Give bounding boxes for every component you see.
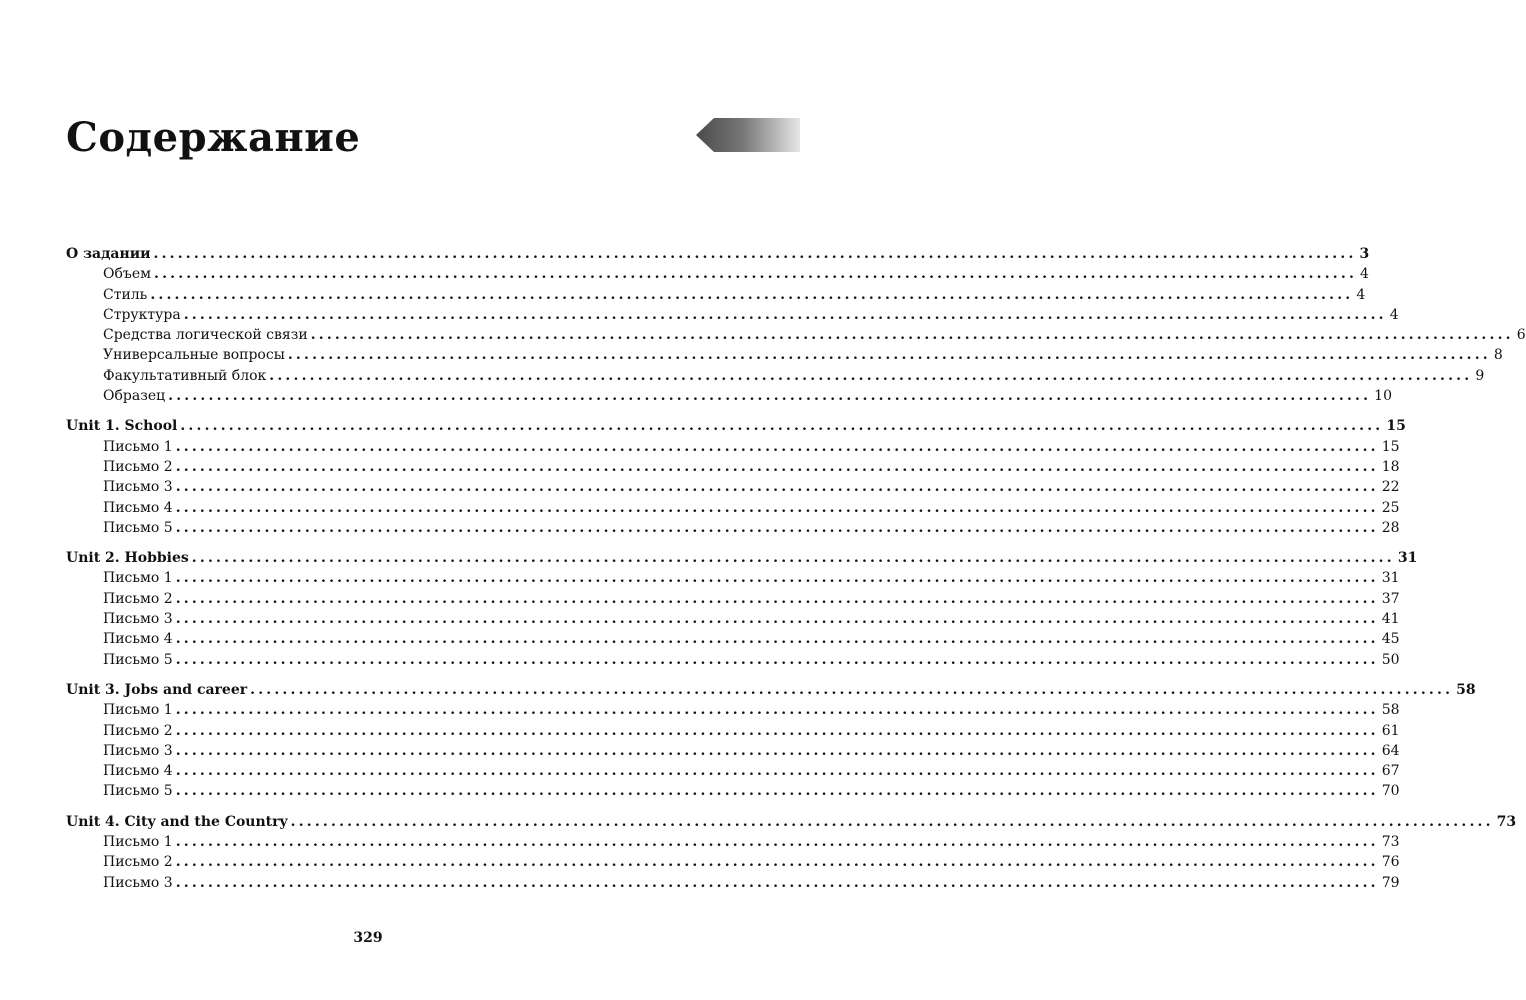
toc-page-number: 73 (1496, 813, 1517, 830)
toc-item[interactable] (66, 741, 1400, 761)
toc-page-number: 4 (1360, 266, 1369, 283)
toc-entry-label: Стиль (103, 286, 148, 303)
toc-page-number: 76 (1381, 854, 1400, 871)
toc-item[interactable] (66, 498, 1400, 518)
toc-page-number: 3 (1359, 246, 1370, 262)
toc-entry-label: О задании (66, 246, 151, 262)
toc-entry-label: Письмо 4 (103, 763, 173, 780)
toc-page-number: 25 (1381, 499, 1400, 516)
toc-item[interactable] (66, 761, 1400, 781)
toc-heading[interactable] (66, 416, 1406, 436)
toc-entry-label: Письмо 2 (103, 458, 173, 475)
toc-entry-label: Письмо 5 (103, 783, 173, 800)
toc-page-number: 79 (1381, 874, 1400, 891)
toc-dot-leader: ..................................................................................................................................................... (290, 813, 1494, 830)
toc-section (66, 548, 1418, 670)
toc-entry-label: Универсальные вопросы (103, 347, 285, 364)
toc-item[interactable] (66, 325, 1526, 345)
table-of-contents (66, 244, 1526, 903)
toc-page-number: 31 (1397, 550, 1418, 567)
toc-dot-leader: ..................................................................................................................................................... (150, 286, 1354, 303)
toc-entry-label: Письмо 2 (103, 722, 173, 739)
toc-dot-leader: ..................................................................................................................................................... (269, 367, 1473, 384)
toc-page-number: 4 (1389, 306, 1399, 323)
toc-item[interactable] (66, 589, 1400, 609)
toc-dot-leader: ..................................................................................................................................................... (183, 306, 1387, 323)
toc-item[interactable] (66, 650, 1400, 670)
toc-dot-leader: ..................................................................................................................................................... (154, 266, 1358, 283)
toc-heading[interactable] (66, 244, 1370, 264)
toc-item[interactable] (66, 264, 1369, 284)
toc-dot-leader: ..................................................................................................................................................... (191, 550, 1395, 567)
toc-dot-leader: ..................................................................................................................................................... (175, 631, 1379, 648)
toc-page-number: 73 (1381, 834, 1400, 851)
toc-page-number: 15 (1386, 418, 1406, 435)
toc-section (66, 812, 1517, 893)
toc-item[interactable] (66, 609, 1400, 629)
section-tab-marker (696, 118, 800, 152)
toc-entry-label: Письмо 1 (103, 834, 173, 851)
toc-dot-leader: ..................................................................................................................................................... (175, 783, 1379, 800)
toc-item[interactable] (66, 781, 1400, 801)
toc-page-number: 8 (1493, 347, 1503, 364)
toc-dot-leader: ..................................................................................................................................................... (175, 570, 1379, 587)
toc-page-number: 4 (1356, 286, 1366, 303)
toc-item[interactable] (66, 437, 1400, 457)
toc-entry-label: Письмо 1 (103, 438, 173, 455)
toc-item[interactable] (66, 386, 1392, 406)
toc-dot-leader: ..................................................................................................................................................... (153, 246, 1357, 262)
toc-entry-label: Unit 1. School (66, 418, 178, 435)
toc-item[interactable] (66, 852, 1400, 872)
toc-page-number: 45 (1381, 631, 1400, 648)
toc-section (66, 416, 1406, 538)
toc-page-number: 58 (1381, 702, 1400, 719)
toc-page-number: 6 (1516, 327, 1526, 344)
toc-dot-leader: ..................................................................................................................................................... (175, 874, 1379, 891)
toc-page-number: 58 (1456, 681, 1476, 698)
toc-item[interactable] (66, 629, 1400, 649)
toc-heading[interactable] (66, 548, 1418, 568)
toc-dot-leader: ..................................................................................................................................................... (175, 519, 1379, 536)
toc-item[interactable] (66, 457, 1400, 477)
toc-item[interactable] (66, 477, 1400, 497)
toc-item[interactable] (66, 832, 1400, 852)
toc-page-number: 31 (1381, 570, 1400, 587)
toc-dot-leader: ..................................................................................................................................................... (287, 347, 1491, 364)
toc-dot-leader: ..................................................................................................................................................... (175, 722, 1379, 739)
toc-dot-leader: ..................................................................................................................................................... (168, 388, 1372, 405)
toc-page-number: 15 (1381, 438, 1400, 455)
toc-item[interactable] (66, 305, 1399, 325)
toc-entry-label: Письмо 3 (103, 742, 173, 759)
toc-section (66, 680, 1476, 802)
toc-dot-leader: ..................................................................................................................................................... (175, 479, 1379, 496)
toc-item[interactable] (66, 873, 1400, 893)
toc-entry-label: Письмо 2 (103, 854, 173, 871)
toc-dot-leader: ..................................................................................................................................................... (175, 499, 1379, 516)
toc-section (66, 244, 1526, 406)
toc-dot-leader: ..................................................................................................................................................... (175, 651, 1379, 668)
toc-page-number: 18 (1381, 458, 1400, 475)
toc-page-number: 50 (1381, 651, 1400, 668)
toc-entry-label: Письмо 3 (103, 611, 173, 628)
toc-dot-leader: ..................................................................................................................................................... (175, 590, 1379, 607)
toc-dot-leader: ..................................................................................................................................................... (175, 458, 1379, 475)
toc-page-number: 67 (1381, 763, 1400, 780)
toc-dot-leader: ..................................................................................................................................................... (250, 681, 1454, 698)
toc-entry-label: Факультативный блок (103, 367, 267, 384)
toc-dot-leader: ..................................................................................................................................................... (310, 327, 1514, 344)
toc-item[interactable] (66, 721, 1400, 741)
toc-entry-label: Unit 4. City and the Country (66, 813, 288, 830)
toc-dot-leader: ..................................................................................................................................................... (175, 742, 1379, 759)
toc-entry-label: Unit 3. Jobs and career (66, 681, 248, 698)
toc-entry-label: Письмо 4 (103, 499, 173, 516)
toc-page-number: 9 (1475, 367, 1485, 384)
toc-dot-leader: ..................................................................................................................................................... (175, 763, 1379, 780)
toc-page-number: 61 (1381, 722, 1400, 739)
toc-dot-leader: ..................................................................................................................................................... (175, 834, 1379, 851)
toc-page-number: 64 (1381, 742, 1400, 759)
page-title: Содержание (66, 114, 361, 161)
toc-item[interactable] (66, 518, 1400, 538)
toc-item[interactable] (66, 285, 1366, 305)
toc-dot-leader: ..................................................................................................................................................... (175, 702, 1379, 719)
toc-page-number: 41 (1381, 611, 1400, 628)
page-number: 329 (353, 930, 383, 946)
toc-item[interactable] (66, 345, 1503, 365)
toc-page-number: 10 (1374, 388, 1392, 405)
toc-entry-label: Письмо 3 (103, 874, 173, 891)
toc-dot-leader: ..................................................................................................................................................... (180, 418, 1384, 435)
toc-entry-label: Объем (103, 266, 151, 283)
toc-page-number: 28 (1381, 519, 1400, 536)
toc-item[interactable] (66, 568, 1400, 588)
toc-entry-label: Структура (103, 306, 181, 323)
toc-page-number: 70 (1381, 783, 1400, 800)
toc-page-number: 37 (1381, 590, 1400, 607)
toc-entry-label: Письмо 1 (103, 570, 173, 587)
toc-heading[interactable] (66, 812, 1517, 832)
toc-entry-label: Unit 2. Hobbies (66, 550, 189, 567)
toc-entry-label: Письмо 5 (103, 519, 173, 536)
toc-heading[interactable] (66, 680, 1476, 700)
toc-item[interactable] (66, 700, 1400, 720)
toc-entry-label: Письмо 4 (103, 631, 173, 648)
toc-entry-label: Письмо 5 (103, 651, 173, 668)
toc-entry-label: Средства логической связи (103, 327, 308, 344)
toc-entry-label: Письмо 1 (103, 702, 173, 719)
toc-entry-label: Письмо 3 (103, 479, 173, 496)
toc-dot-leader: ..................................................................................................................................................... (175, 438, 1379, 455)
toc-entry-label: Образец (103, 388, 166, 405)
toc-page-number: 22 (1381, 479, 1400, 496)
toc-item[interactable] (66, 366, 1485, 386)
toc-dot-leader: ..................................................................................................................................................... (175, 854, 1379, 871)
toc-entry-label: Письмо 2 (103, 590, 173, 607)
toc-dot-leader: ..................................................................................................................................................... (175, 611, 1379, 628)
